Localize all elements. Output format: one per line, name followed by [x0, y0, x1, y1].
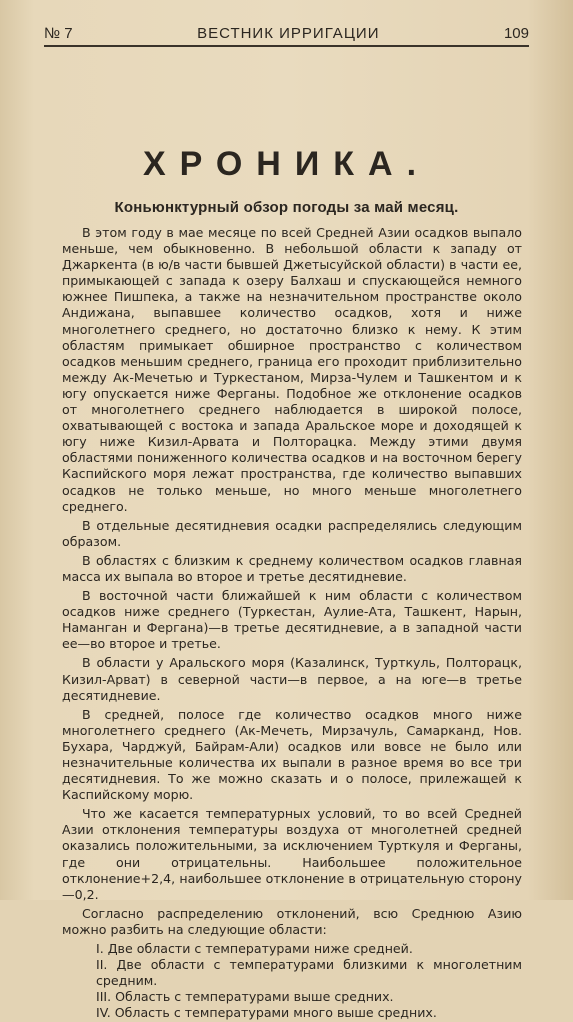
- header-rule: [44, 45, 529, 47]
- list-item: II. Две области с температурами близкими к многолетним средним.: [96, 957, 522, 989]
- paragraph: Что же касается температурных условий, то во всей Средней Азии отклонения температуры воздуха от многолетней средней оказались положительными, за исключением Турткуля и Ферганы, где они отрицательны. Наибольшее положительное отклонение+2,4, наибольшее отклонение в отрицательную сторону—0,2.: [62, 806, 522, 902]
- paragraph: Согласно распределению отклонений, всю Среднюю Азию можно разбить на следующие области:: [62, 905, 522, 937]
- journal-name: ВЕСТНИК ИРРИГАЦИИ: [197, 24, 380, 42]
- list-item: IV. Область с температурами много выше средних.: [96, 1005, 437, 1021]
- paragraph: В этом году в мае месяце по всей Средней Азии осадков выпало меньше, чем обыкновенно. В небольшой области к западу от Джаркента (в ю/в части бывшей Джетысуйской области) в части ее, примыкающей с запада к озеру Балхаш и спускающейся немного южнее Пишпека, а также на незначительном пространстве около Андижана, выпавшее количество осадков, хотя и ниже многолетнего среднего, но достаточно близко к нему. К этим областям примыкает обширное пространство с количеством осадков меньшим среднего, граница его проходит приблизительно между Ак-Мечетью и Туркестаном, Мирза-Чулем и Ташкентом и к югу опускается ниже Ферганы. Подобное же отклонение осадков от многолетнего среднего наблюдается в широкой полосе, охватывающей с востока и запада Аральское море и доходящей к югу ниже Кизил-Арвата и Полторацка. Между этими двумя областями пониженного количества осадков и на восточном берегу Каспийского моря лежат пространства, где количество выпавших осадков не только меньше, но много меньше многолетнего среднего.: [62, 225, 522, 514]
- list-item: I. Две области с температурами ниже средней.: [96, 941, 413, 957]
- paragraph: В средней, полосе где количество осадков много ниже многолетнего среднего (Ак-Мечеть, Мирзачуль, Самарканд, Нов. Бухара, Чарджуй, Байрам-Али) осадков или вовсе не было или незначительные количества их выпали в разное время во все три десятидневия. То же можно сказать и о полосе, прилежащей к Каспийскому морю.: [62, 706, 522, 803]
- paragraph: В области у Аральского моря (Казалинск, Турткуль, Полторацк, Кизил-Арват) в северной части—в первое, а на юге—в третье десятидневие.: [62, 655, 522, 703]
- page-number: 109: [503, 24, 529, 42]
- issue-number: № 7: [44, 24, 73, 42]
- article-title: Коньюнктурный обзор погоды за май месяц.: [114, 199, 459, 216]
- article-body: [62, 225, 522, 1022]
- list-item: III. Область с температурами выше средних.: [96, 989, 394, 1005]
- paragraph: В восточной части ближайшей к ним области с количеством осадков ниже среднего (Туркестан, Аулие-Ата, Ташкент, Нарын, Наманган и Фергана)—в третье десятидневие, а в западной части ее—во второе и третье.: [62, 588, 522, 652]
- paragraph: В отдельные десятидневия осадки распределялись следующим образом.: [62, 517, 522, 549]
- section-title: ХРОНИКА.: [142, 145, 431, 183]
- running-header: [44, 22, 529, 44]
- paragraph: В областях с близким к среднему количеством осадков главная масса их выпала во второе и третье десятидневие.: [62, 552, 522, 584]
- region-list: [62, 941, 522, 1021]
